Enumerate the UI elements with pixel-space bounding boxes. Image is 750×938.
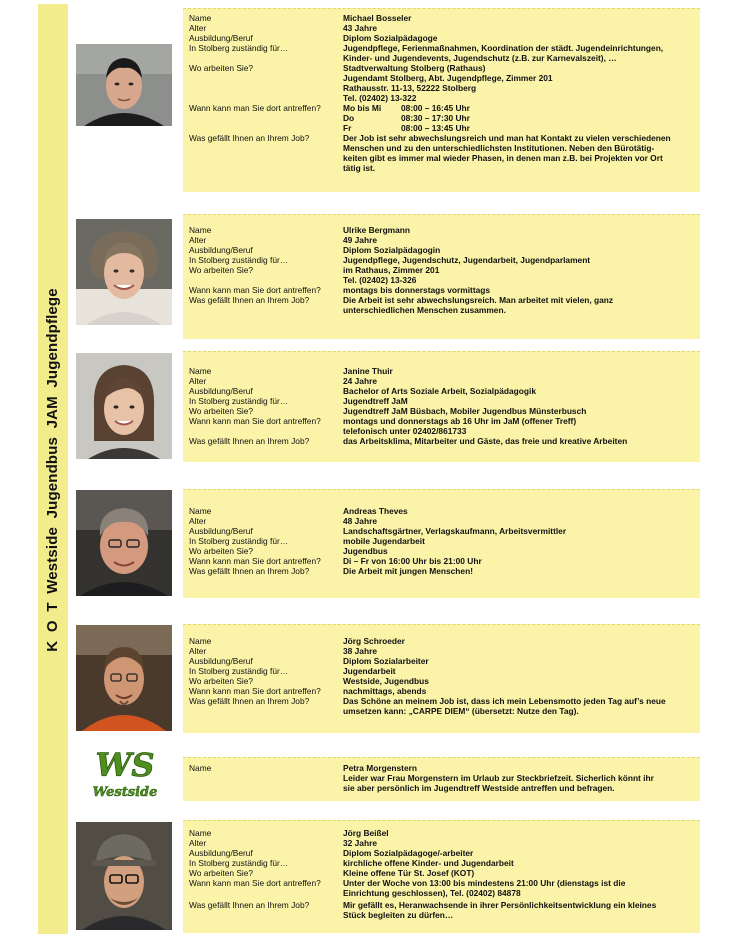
westside-logo (92, 742, 158, 802)
portrait-photo-beissel (76, 822, 172, 930)
profile-card (183, 624, 700, 733)
value-training: Bachelor of Arts Soziale Arbeit, Sozialpädagogik (343, 386, 536, 396)
label-likes: Was gefällt Ihnen an Ihrem Job? (189, 436, 310, 446)
label-availability: Wann kann man Sie dort antreffen? (189, 285, 321, 295)
value-name: Jörg Beißel (343, 828, 389, 838)
label-availability: Wann kann man Sie dort antreffen? (189, 878, 321, 888)
value-likes: das Arbeitsklima, Mitarbeiter und Gäste, das freie und kreative Arbeiten (343, 436, 628, 446)
label-name: Name (189, 828, 212, 838)
label-name: Name (189, 636, 212, 646)
label-name: Name (189, 763, 212, 773)
label-availability: Wann kann man Sie dort antreffen? (189, 103, 321, 113)
label-likes: Was gefällt Ihnen an Ihrem Job? (189, 133, 310, 143)
label-availability: Wann kann man Sie dort antreffen? (189, 556, 321, 566)
value-age: 24 Jahre (343, 376, 377, 386)
value-workplace: Jugendtreff JaM Büsbach, Mobiler Jugendbus Münsterbusch (343, 406, 587, 416)
value-responsibility: kirchliche offene Kinder- und Jugendarbeit (343, 858, 514, 868)
profile-card (183, 8, 700, 192)
value-likes: Die Arbeit mit jungen Menschen! (343, 566, 473, 576)
absence-note: Leider war Frau Morgenstern im Urlaub zur Steckbriefzeit. Sicherlich könnt ihr sie aber persönlich im Jugendtreff Westside antreffen und befragen. (343, 773, 654, 793)
value-name: Ulrike Bergmann (343, 225, 411, 235)
value-age: 32 Jahre (343, 838, 377, 848)
value-workplace: im Rathaus, Zimmer 201 Tel. (02402) 13-326 (343, 265, 440, 285)
portrait-photo-bergmann (76, 219, 172, 325)
value-name: Michael Bosseler (343, 13, 412, 23)
value-availability: montags bis donnerstags vormittags (343, 285, 491, 295)
label-age: Alter (189, 646, 207, 656)
portrait-photo-theves (76, 490, 172, 596)
label-age: Alter (189, 23, 207, 33)
svg-text:Westside: Westside (92, 785, 158, 800)
value-age: 48 Jahre (343, 516, 377, 526)
label-training: Ausbildung/Beruf (189, 656, 253, 666)
value-availability: montags und donnerstags ab 16 Uhr im JaM (offener Treff) telefonisch unter 02402/861733 (343, 416, 577, 436)
value-name: Jörg Schroeder (343, 636, 405, 646)
label-workplace: Wo arbeiten Sie? (189, 546, 254, 556)
value-likes: Das Schöne an meinem Job ist, dass ich mein Lebensmotto jeden Tag auf’s neue umsetzen kann: „CARPE DIEM“ (übersetzt: Nutze den Tag). (343, 696, 666, 716)
portrait-photo-thuir (76, 353, 172, 459)
label-age: Alter (189, 516, 207, 526)
value-workplace: Stadtverwaltung Stolberg (Rathaus) Jugendamt Stolberg, Abt. Jugendpflege, Zimmer 201 Rathausstr. 11-13, 52222 Stolberg Tel. (02402) 13-322 (343, 63, 553, 103)
label-training: Ausbildung/Beruf (189, 848, 253, 858)
label-responsibility: In Stolberg zuständig für… (189, 536, 289, 546)
profile-card (183, 214, 700, 339)
profile-card (183, 820, 700, 933)
label-responsibility: In Stolberg zuständig für… (189, 255, 289, 265)
value-responsibility: Jugendarbeit (343, 666, 396, 676)
label-training: Ausbildung/Beruf (189, 526, 253, 536)
label-name: Name (189, 506, 212, 516)
label-likes: Was gefällt Ihnen an Ihrem Job? (189, 566, 310, 576)
portrait-photo-schroeder (76, 625, 172, 731)
profile-card (183, 489, 700, 598)
label-responsibility: In Stolberg zuständig für… (189, 666, 289, 676)
value-likes: Die Arbeit ist sehr abwechslungsreich. Man arbeitet mit vielen, ganz unterschiedlichen Menschen zusammen. (343, 295, 614, 315)
label-workplace: Wo arbeiten Sie? (189, 676, 254, 686)
value-training: Diplom Sozialpädagogin (343, 245, 441, 255)
label-responsibility: In Stolberg zuständig für… (189, 43, 289, 53)
label-likes: Was gefällt Ihnen an Ihrem Job? (189, 900, 310, 910)
value-age: 49 Jahre (343, 235, 377, 245)
value-workplace: Westside, Jugendbus (343, 676, 429, 686)
value-training: Diplom Sozialpädagoge/-arbeiter (343, 848, 474, 858)
value-age: 38 Jahre (343, 646, 377, 656)
value-name: Andreas Theves (343, 506, 408, 516)
label-workplace: Wo arbeiten Sie? (189, 406, 254, 416)
value-training: Diplom Sozialpädagoge (343, 33, 438, 43)
value-availability: Di – Fr von 16:00 Uhr bis 21:00 Uhr (343, 556, 482, 566)
value-availability: nachmittags, abends (343, 686, 427, 696)
value-responsibility: Jugendpflege, Jugendschutz, Jugendarbeit, Jugendparlament (343, 255, 591, 265)
value-training: Landschaftsgärtner, Verlagskaufmann, Arbeitsvermittler (343, 526, 567, 536)
value-availability: Mo bis Mi 08:00 – 16:45 Uhr Do 08:30 – 17:30 Uhr Fr 08:00 – 13:45 Uhr (343, 103, 470, 133)
westside-logo-graphic (92, 742, 158, 802)
value-name: Janine Thuir (343, 366, 393, 376)
value-workplace: Kleine offene Tür St. Josef (KOT) (343, 868, 475, 878)
label-likes: Was gefällt Ihnen an Ihrem Job? (189, 295, 310, 305)
side-banner-title: K O T Westside Jugendbus JAM Jugendpflege (44, 288, 61, 652)
label-training: Ausbildung/Beruf (189, 386, 253, 396)
label-responsibility: In Stolberg zuständig für… (189, 858, 289, 868)
value-availability: Unter der Woche von 13:00 bis mindestens 21:00 Uhr (dienstags ist die Einrichtung geschlossen), Tel. (02402) 84878 (343, 878, 626, 898)
svg-text:WS: WS (95, 746, 155, 784)
label-name: Name (189, 366, 212, 376)
value-responsibility: Jugendpflege, Ferienmaßnahmen, Koordination der städt. Jugendeinrichtungen, Kinder- und Jugendevents, Jugendschutz (z.B. zur Karnevalszeit), … (343, 43, 664, 63)
label-age: Alter (189, 838, 207, 848)
profile-card (183, 351, 700, 462)
label-workplace: Wo arbeiten Sie? (189, 868, 254, 878)
value-training: Diplom Sozialarbeiter (343, 656, 429, 666)
label-training: Ausbildung/Beruf (189, 33, 253, 43)
label-likes: Was gefällt Ihnen an Ihrem Job? (189, 696, 310, 706)
value-likes: Der Job ist sehr abwechslungsreich und man hat Kontakt zu vielen verschiedenen Menschen und zu den unterschiedlichsten Institutionen. Neben den Bürotätig- keiten gibt es immer mal wieder Phasen, in denen man z.B. bei Projekten vor Ort tätig ist. (343, 133, 671, 173)
label-workplace: Wo arbeiten Sie? (189, 265, 254, 275)
value-responsibility: Jugendtreff JaM (343, 396, 408, 406)
label-age: Alter (189, 235, 207, 245)
label-training: Ausbildung/Beruf (189, 245, 253, 255)
label-availability: Wann kann man Sie dort antreffen? (189, 416, 321, 426)
label-age: Alter (189, 376, 207, 386)
profile-card (183, 757, 700, 801)
value-age: 43 Jahre (343, 23, 377, 33)
label-responsibility: In Stolberg zuständig für… (189, 396, 289, 406)
value-workplace: Jugendbus (343, 546, 388, 556)
value-responsibility: mobile Jugendarbeit (343, 536, 425, 546)
label-workplace: Wo arbeiten Sie? (189, 63, 254, 73)
value-name: Petra Morgenstern (343, 763, 417, 773)
portrait-photo-bosseler (76, 44, 172, 126)
label-name: Name (189, 225, 212, 235)
label-availability: Wann kann man Sie dort antreffen? (189, 686, 321, 696)
label-name: Name (189, 13, 212, 23)
value-likes: Mir gefällt es, Heranwachsende in ihrer Persönlichkeitsentwicklung ein kleines Stück begleiten zu dürfen… (343, 900, 657, 920)
